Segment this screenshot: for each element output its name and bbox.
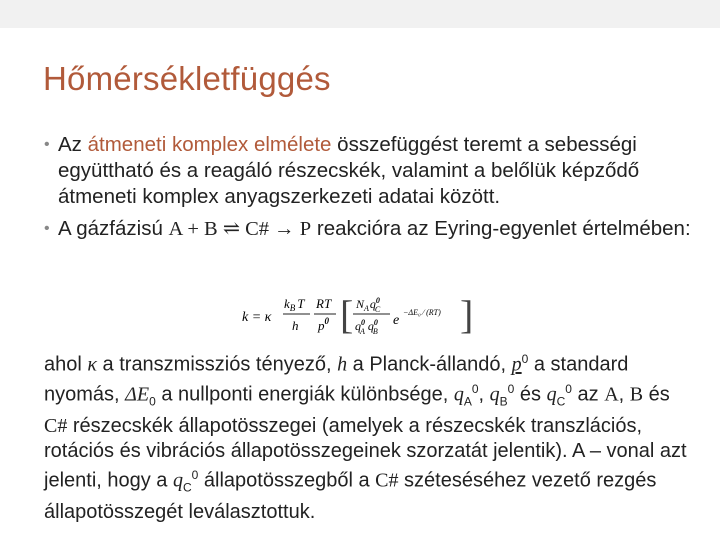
reaction-equation: A + B ⇌ C# → P — [168, 218, 312, 240]
bullet-item-1: • Az átmeneti komplex elmélete összefüggést teremt a sebességi együttható és a reagáló részecskék, valamint a belőlük képződő átmeneti komplex anyagszerkezeti adatai között. — [44, 133, 640, 208]
formula-p0: $p^0$ — [318, 316, 329, 333]
bullet-dot-icon: • — [44, 220, 50, 237]
explanation-paragraph: ahol κ a transzmissziós tényező, h a Planck-állandó, $p^0$ a standard nyomás, $\Delta E_0$ a nullponti energiák különbsége, $q_A^0$, $q_B^0$ és $q_C^0$ az A, B és C# részecskék állapotösszegei (amelyek a részecskék transzlációs, rotációs és vibrációs állapotösszegeinek szorzatát jelentik). A – vonal azt jelenti, hogy a $q_C^0$ állapotösszegből a C# széteséséhez vezető rezgés állapotösszegét leválasztottuk. — [44, 352, 687, 524]
formula-kb: $k_B$ T — [284, 296, 305, 313]
formula-exp-arg: −ΔE₀ ⁄ (RT) — [403, 308, 441, 317]
formula-denominator: $q^0$ A $q^0$ B — [355, 318, 378, 336]
slide-title: Hőmérsékletfüggés — [43, 60, 331, 97]
formula-exp: e — [393, 313, 400, 328]
left-bracket: [ — [340, 292, 354, 337]
eyring-equation — [240, 288, 510, 344]
formula-numerator: $N_Aq^0$ C — [356, 296, 381, 314]
formula-rt: RT — [316, 296, 332, 311]
bullet-dot-icon: • — [44, 136, 50, 153]
right-bracket: ] — [460, 292, 474, 337]
formula-h: h — [292, 318, 299, 333]
bullet-list — [44, 132, 704, 242]
highlight-text: átmeneti komplex elmélete — [87, 133, 332, 156]
formula-lhs: k = κ — [242, 310, 272, 325]
bullet-item-2: • A gázfázisú A + B ⇌ C# → P reakcióra az Eyring-egyenlet értelmében: — [44, 217, 691, 240]
top-bar — [0, 0, 720, 28]
